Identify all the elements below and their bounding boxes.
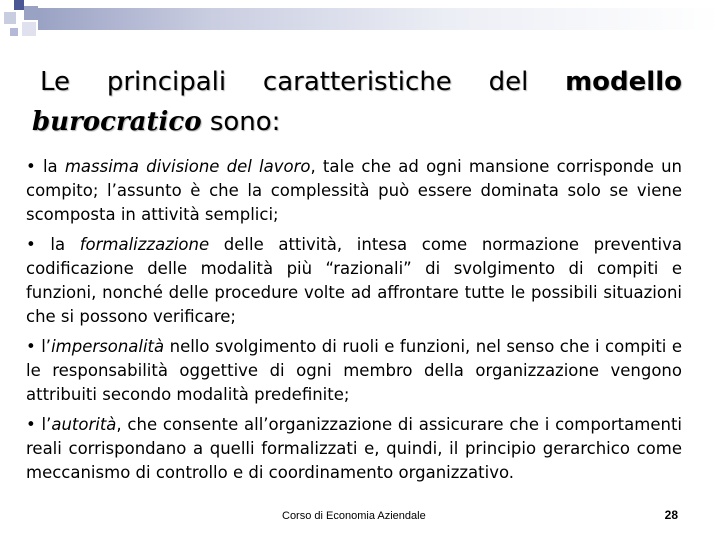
footer-course-name: Corso di Economia Aziendale: [282, 510, 426, 522]
bullet-icon: •: [26, 337, 36, 356]
corner-square-2: [24, 6, 38, 20]
bullet-icon: •: [26, 235, 36, 254]
list-item: [26, 413, 682, 485]
title-word: caratteristiche: [262, 67, 452, 97]
title-word-bold-italic: burocratico: [32, 107, 202, 137]
title-word: del: [488, 67, 529, 97]
page-number: 28: [664, 508, 678, 522]
item-text-pre: l’: [41, 415, 52, 434]
slide-title: [32, 62, 682, 142]
title-word: sono:: [209, 107, 281, 137]
item-text-post: , tale che ad ogni mansione corrisponde un compito; l’assunto è che la complessità può essere dominata solo se viene scomposta in attività semplici;: [26, 157, 682, 224]
title-word: Le: [40, 67, 71, 97]
list-item: [26, 335, 682, 407]
corner-square-4: [22, 22, 36, 36]
bullet-list: [26, 155, 682, 491]
title-line-1: [32, 62, 682, 102]
title-word-bold: modello: [565, 67, 682, 97]
item-text-emphasis: formalizzazione: [79, 235, 210, 254]
bullet-icon: •: [26, 415, 36, 434]
item-text-pre: la: [50, 235, 80, 254]
item-text-post: delle attività, intesa come normazione preventiva codificazione delle modalità più “razionali” di svolgimento di compiti e funzioni, nonché delle procedure volte ad affrontare tutte le possibili situazioni che si possono verificare;: [26, 235, 682, 326]
title-word: principali: [106, 67, 227, 97]
bullet-icon: •: [26, 157, 36, 176]
item-text-post: , che consente all’organizzazione di assicurare che i comportamenti reali corrispondano a quelli formalizzati e, quindi, il principio gerarchico come meccanismo di controllo e di coordinamento organizzativo.: [26, 415, 682, 482]
item-text-emphasis: massima divisione del lavoro: [64, 157, 311, 176]
title-line-2: [32, 102, 682, 142]
item-text-post: nello svolgimento di ruoli e funzioni, nel senso che i compiti e le responsabilità oggettive di ogni membro della organizzazione vengono attribuiti secondo modalità predefinite;: [26, 337, 683, 404]
list-item: [26, 155, 682, 227]
corner-square-5: [10, 28, 18, 36]
item-text-emphasis: autorità: [51, 415, 117, 434]
list-item: [26, 233, 682, 329]
item-text-pre: l’: [41, 337, 52, 356]
header-gradient-bar: [38, 8, 720, 30]
item-text-pre: la: [42, 157, 65, 176]
corner-square-1: [14, 0, 24, 10]
corner-square-3: [4, 12, 16, 24]
item-text-emphasis: impersonalità: [51, 337, 165, 356]
